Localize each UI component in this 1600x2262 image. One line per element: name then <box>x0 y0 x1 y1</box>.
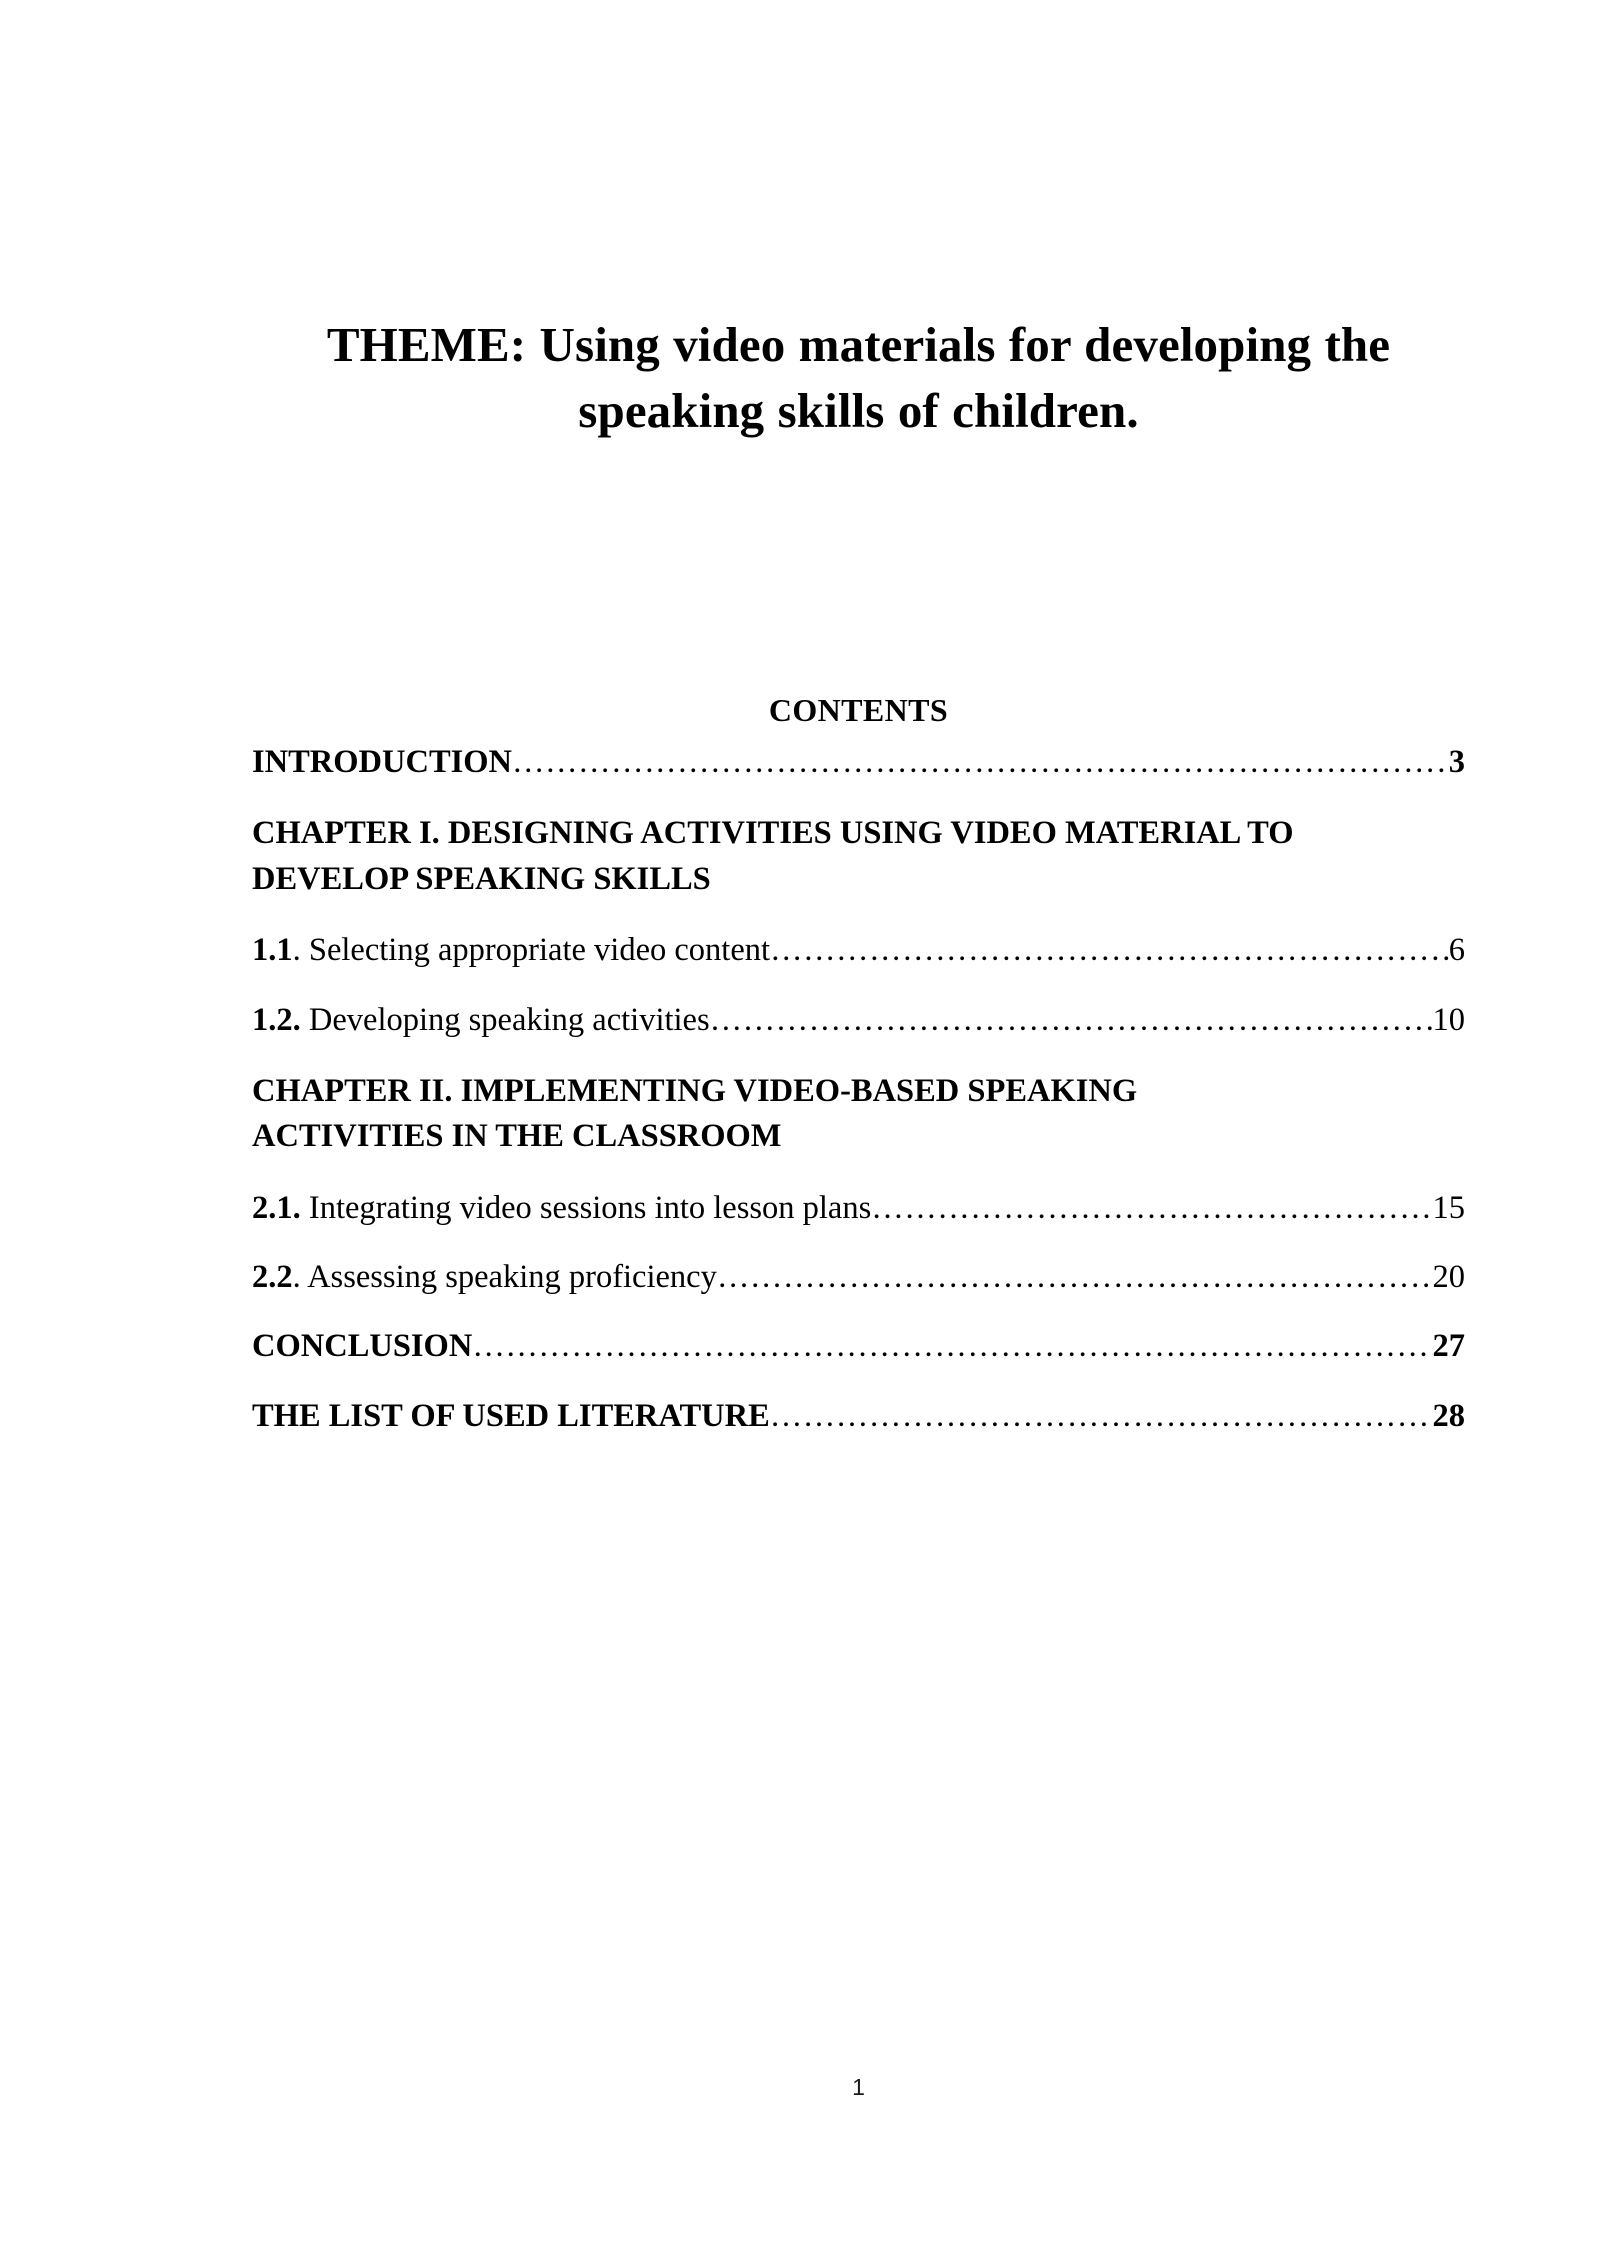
toc-label-introduction: INTRODUCTION <box>252 744 513 780</box>
toc-leader-dots <box>710 1000 1433 1041</box>
toc-label-section-1-1 <box>252 930 770 971</box>
toc-page-literature: 28 <box>1432 1397 1465 1434</box>
toc-chapter-one-line-1: CHAPTER I. DESIGNING ACTIVITIES USING VIDEO MATERIAL TO <box>252 815 1294 852</box>
toc-leader-dots <box>770 1396 1433 1437</box>
toc-entry-chapter-one[interactable] <box>252 811 1465 902</box>
toc-entry-section-1-1[interactable] <box>252 930 1465 971</box>
toc-text-1-1: . Selecting appropriate video content <box>292 932 771 969</box>
toc-leader-dots <box>717 1257 1433 1298</box>
table-of-contents <box>252 742 1465 1465</box>
toc-number-1-1: 1.1 <box>252 932 293 969</box>
toc-chapter-one-line-2: DEVELOP SPEAKING SKILLS <box>252 860 711 897</box>
toc-label-section-1-2 <box>252 1000 710 1041</box>
toc-leader-dots <box>770 930 1449 971</box>
toc-leader-dots <box>871 1188 1432 1229</box>
toc-page-section-2-1: 15 <box>1432 1189 1465 1226</box>
toc-leader-dots <box>472 1326 1432 1367</box>
toc-text-2-1: Integrating video sessions into lesson plans <box>300 1189 872 1226</box>
toc-page-section-2-2: 20 <box>1432 1259 1465 1296</box>
toc-page-conclusion: 27 <box>1432 1328 1465 1365</box>
toc-entry-chapter-two[interactable] <box>252 1069 1465 1160</box>
toc-entry-conclusion[interactable] <box>252 1326 1465 1367</box>
toc-label-literature: THE LIST OF USED LITERATURE <box>252 1397 770 1434</box>
document-title <box>252 312 1465 443</box>
toc-label-conclusion: CONCLUSION <box>252 1328 473 1365</box>
toc-chapter-two-line-1: CHAPTER II. IMPLEMENTING VIDEO-BASED SPEAKING <box>252 1072 1138 1109</box>
document-title-line-1: THEME: Using video materials for developing the <box>326 317 1391 372</box>
toc-number-2-2: 2.2 <box>252 1259 293 1296</box>
toc-page-introduction: 3 <box>1448 744 1465 780</box>
footer-page-number: 1 <box>852 2074 865 2100</box>
toc-page-section-1-2: 10 <box>1432 1001 1465 1038</box>
toc-page-section-1-1: 6 <box>1448 932 1465 969</box>
toc-number-2-1: 2.1. <box>252 1189 301 1226</box>
document-title-block <box>252 312 1465 443</box>
toc-number-1-2: 1.2. <box>252 1001 301 1038</box>
document-title-line-2: speaking skills of children. <box>578 382 1139 438</box>
toc-entry-section-2-2[interactable] <box>252 1257 1465 1298</box>
toc-label-section-2-1 <box>252 1188 871 1229</box>
toc-entry-section-2-1[interactable] <box>252 1188 1465 1229</box>
toc-entry-section-1-2[interactable] <box>252 1000 1465 1041</box>
toc-label-section-2-2 <box>252 1257 717 1298</box>
contents-heading: CONTENTS <box>768 692 949 728</box>
toc-text-2-2: . Assessing speaking proficiency <box>292 1259 717 1296</box>
toc-text-1-2: Developing speaking activities <box>300 1001 710 1038</box>
toc-chapter-two-line-2: ACTIVITIES IN THE CLASSROOM <box>252 1118 782 1155</box>
toc-leader-dots <box>512 742 1449 783</box>
toc-entry-introduction[interactable] <box>252 742 1465 783</box>
toc-entry-literature[interactable] <box>252 1396 1465 1437</box>
